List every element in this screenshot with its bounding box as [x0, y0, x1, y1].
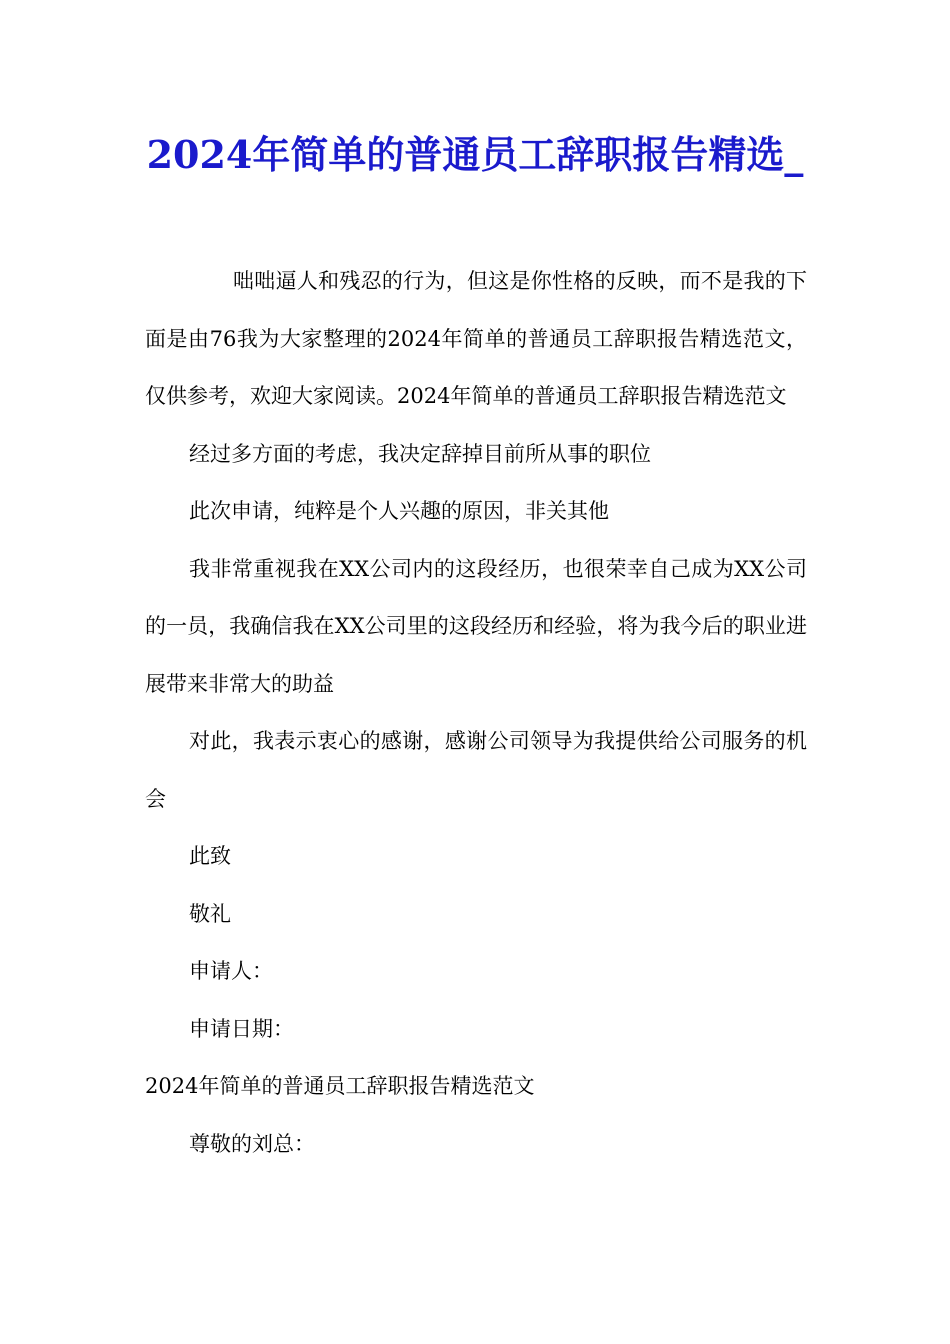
document-body — [145, 253, 807, 1173]
closing-jingli: 敬礼 — [189, 901, 231, 926]
document-title: 2024年简单的普通员工辞职报告精选_ — [146, 132, 804, 177]
paragraph-intro: 咄咄逼人和残忍的行为，但这是你性格的反映，而不是我的下面是由76我为大家整理的2024年简单的普通员工辞职报告精选范文，仅供参考，欢迎大家阅读。2024年简单的普通员工辞职报告精选范文 — [145, 269, 807, 408]
paragraph-decision: 经过多方面的考虑，我决定辞掉目前所从事的职位 — [189, 441, 651, 466]
closing-cizhi: 此致 — [189, 844, 231, 868]
applicant-label: 申请人： — [189, 959, 273, 983]
paragraph-thanks: 对此，我表示衷心的感谢，感谢公司领导为我提供给公司服务的机会 — [145, 729, 807, 811]
paragraph-reason: 此次申请，纯粹是个人兴趣的原因，非关其他 — [189, 499, 609, 523]
salutation: 尊敬的刘总： — [189, 1131, 315, 1156]
section-heading: 2024年简单的普通员工辞职报告精选范文 — [145, 1074, 535, 1098]
paragraph-experience: 我非常重视我在XX公司内的这段经历，也很荣幸自己成为XX公司的一员，我确信我在XX公司里的这段经历和经验，将为我今后的职业进展带来非常大的助益 — [145, 556, 807, 696]
apply-date-label: 申请日期： — [189, 1016, 294, 1041]
